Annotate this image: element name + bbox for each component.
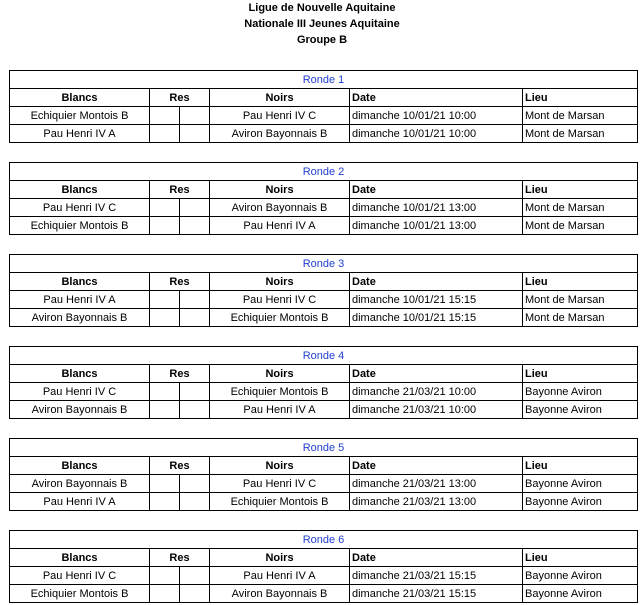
black-team: Pau Henri IV C (210, 475, 350, 493)
table-row (10, 125, 638, 143)
table-row (10, 475, 638, 493)
header-date: Date (350, 549, 523, 567)
header-noirs: Noirs (210, 549, 350, 567)
black-team: Pau Henri IV A (210, 217, 350, 235)
league-title: Ligue de Nouvelle Aquitaine (248, 2, 396, 14)
game-date: dimanche 21/03/21 10:00 (350, 383, 523, 401)
game-location: Mont de Marsan (523, 291, 638, 309)
white-team: Echiquier Montois B (10, 107, 150, 125)
group-title: Groupe B (296, 34, 348, 46)
result-white-cell (150, 217, 180, 235)
header-blancs: Blancs (10, 457, 150, 475)
table-row (10, 585, 638, 603)
round-title-row (10, 439, 638, 457)
round-title: Ronde 6 (10, 531, 638, 549)
game-date: dimanche 21/03/21 13:00 (350, 475, 523, 493)
black-team: Echiquier Montois B (210, 309, 350, 327)
game-location: Mont de Marsan (523, 107, 638, 125)
round-title: Ronde 1 (10, 71, 638, 89)
table-row (10, 567, 638, 585)
result-white-cell (150, 475, 180, 493)
game-date: dimanche 10/01/21 15:15 (350, 291, 523, 309)
game-date: dimanche 10/01/21 10:00 (350, 107, 523, 125)
game-location: Bayonne Aviron (523, 401, 638, 419)
round-title: Ronde 4 (10, 347, 638, 365)
white-team: Aviron Bayonnais B (10, 475, 150, 493)
table-row (10, 383, 638, 401)
header-res: Res (150, 273, 210, 291)
table-row (10, 199, 638, 217)
header-res: Res (150, 549, 210, 567)
white-team: Pau Henri IV C (10, 199, 150, 217)
black-team: Pau Henri IV A (210, 401, 350, 419)
round-table (9, 70, 638, 143)
white-team: Pau Henri IV A (10, 291, 150, 309)
header-noirs: Noirs (210, 457, 350, 475)
black-team: Pau Henri IV C (210, 107, 350, 125)
white-team: Aviron Bayonnais B (10, 309, 150, 327)
result-white-cell (150, 125, 180, 143)
result-black-cell (180, 125, 210, 143)
header-res: Res (150, 89, 210, 107)
result-white-cell (150, 309, 180, 327)
result-white-cell (150, 585, 180, 603)
game-date: dimanche 21/03/21 13:00 (350, 493, 523, 511)
black-team: Aviron Bayonnais B (210, 585, 350, 603)
round-table (9, 438, 638, 511)
header-date: Date (350, 181, 523, 199)
game-date: dimanche 10/01/21 15:15 (350, 309, 523, 327)
round-title-row (10, 71, 638, 89)
table-row (10, 217, 638, 235)
white-team: Echiquier Montois B (10, 585, 150, 603)
column-header-row (10, 181, 638, 199)
game-location: Bayonne Aviron (523, 567, 638, 585)
game-date: dimanche 21/03/21 10:00 (350, 401, 523, 419)
black-team: Aviron Bayonnais B (210, 199, 350, 217)
result-black-cell (180, 199, 210, 217)
result-black-cell (180, 291, 210, 309)
table-row (10, 291, 638, 309)
game-date: dimanche 10/01/21 13:00 (350, 199, 523, 217)
round-table (9, 162, 638, 235)
page-header (0, 0, 644, 48)
header-blancs: Blancs (10, 273, 150, 291)
result-black-cell (180, 107, 210, 125)
round-title-row (10, 163, 638, 181)
header-blancs: Blancs (10, 365, 150, 383)
round-table (9, 346, 638, 419)
result-white-cell (150, 107, 180, 125)
round-title: Ronde 2 (10, 163, 638, 181)
result-black-cell (180, 217, 210, 235)
column-header-row (10, 457, 638, 475)
result-black-cell (180, 585, 210, 603)
column-header-row (10, 273, 638, 291)
black-team: Pau Henri IV A (210, 567, 350, 585)
black-team: Echiquier Montois B (210, 383, 350, 401)
result-white-cell (150, 567, 180, 585)
header-date: Date (350, 457, 523, 475)
column-header-row (10, 89, 638, 107)
game-location: Mont de Marsan (523, 309, 638, 327)
game-location: Bayonne Aviron (523, 383, 638, 401)
game-date: dimanche 21/03/21 15:15 (350, 567, 523, 585)
division-title: Nationale III Jeunes Aquitaine (244, 18, 400, 30)
black-team: Echiquier Montois B (210, 493, 350, 511)
header-blancs: Blancs (10, 89, 150, 107)
table-row (10, 309, 638, 327)
white-team: Aviron Bayonnais B (10, 401, 150, 419)
header-blancs: Blancs (10, 181, 150, 199)
result-white-cell (150, 493, 180, 511)
game-location: Mont de Marsan (523, 217, 638, 235)
column-header-row (10, 549, 638, 567)
table-row (10, 401, 638, 419)
header-res: Res (150, 181, 210, 199)
result-white-cell (150, 291, 180, 309)
game-location: Bayonne Aviron (523, 585, 638, 603)
result-black-cell (180, 567, 210, 585)
white-team: Pau Henri IV C (10, 567, 150, 585)
round-title-row (10, 255, 638, 273)
white-team: Pau Henri IV A (10, 125, 150, 143)
table-row (10, 107, 638, 125)
round-title: Ronde 3 (10, 255, 638, 273)
round-table (9, 530, 638, 603)
header-noirs: Noirs (210, 365, 350, 383)
header-res: Res (150, 457, 210, 475)
header-blancs: Blancs (10, 549, 150, 567)
game-location: Bayonne Aviron (523, 475, 638, 493)
header-lieu: Lieu (523, 181, 638, 199)
result-white-cell (150, 199, 180, 217)
header-lieu: Lieu (523, 365, 638, 383)
header-date: Date (350, 273, 523, 291)
round-title: Ronde 5 (10, 439, 638, 457)
header-date: Date (350, 365, 523, 383)
header-date: Date (350, 89, 523, 107)
header-lieu: Lieu (523, 457, 638, 475)
result-black-cell (180, 401, 210, 419)
table-row (10, 493, 638, 511)
header-lieu: Lieu (523, 89, 638, 107)
result-white-cell (150, 383, 180, 401)
game-location: Mont de Marsan (523, 125, 638, 143)
header-noirs: Noirs (210, 89, 350, 107)
game-location: Mont de Marsan (523, 199, 638, 217)
header-lieu: Lieu (523, 273, 638, 291)
game-date: dimanche 21/03/21 15:15 (350, 585, 523, 603)
result-black-cell (180, 309, 210, 327)
round-title-row (10, 347, 638, 365)
game-location: Bayonne Aviron (523, 493, 638, 511)
round-table (9, 254, 638, 327)
black-team: Aviron Bayonnais B (210, 125, 350, 143)
result-black-cell (180, 475, 210, 493)
white-team: Pau Henri IV C (10, 383, 150, 401)
game-date: dimanche 10/01/21 10:00 (350, 125, 523, 143)
white-team: Pau Henri IV A (10, 493, 150, 511)
header-noirs: Noirs (210, 181, 350, 199)
round-title-row (10, 531, 638, 549)
result-white-cell (150, 401, 180, 419)
header-res: Res (150, 365, 210, 383)
result-black-cell (180, 383, 210, 401)
header-noirs: Noirs (210, 273, 350, 291)
game-date: dimanche 10/01/21 13:00 (350, 217, 523, 235)
black-team: Pau Henri IV C (210, 291, 350, 309)
white-team: Echiquier Montois B (10, 217, 150, 235)
result-black-cell (180, 493, 210, 511)
header-lieu: Lieu (523, 549, 638, 567)
column-header-row (10, 365, 638, 383)
